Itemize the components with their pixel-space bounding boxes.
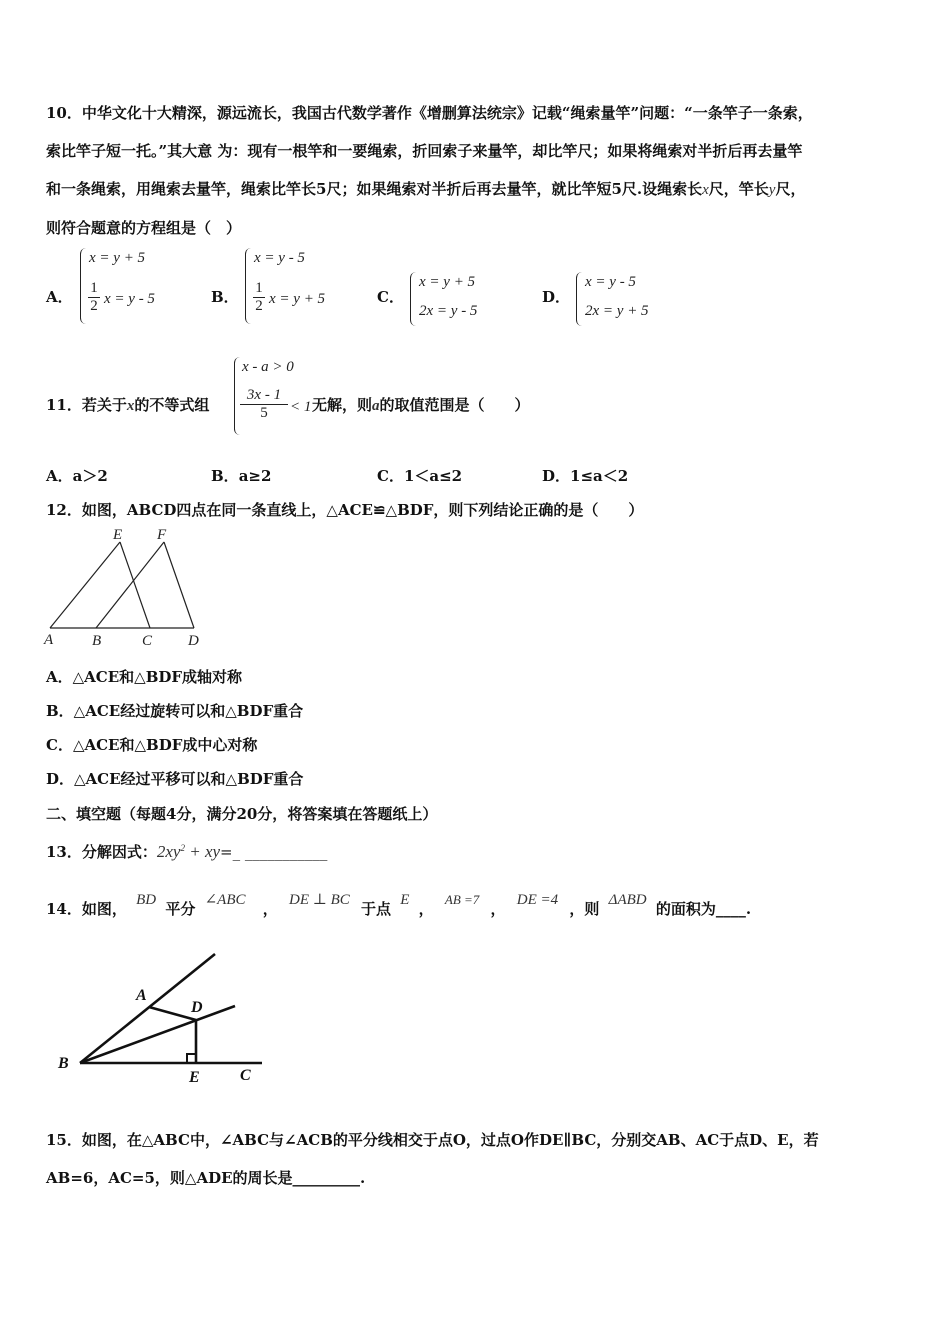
q12-option-d: D．△ACE经过平移可以和△BDF重合 xyxy=(46,770,304,788)
brace-icon xyxy=(245,248,252,324)
q10-line4: 则符合题意的方程组是（ ） xyxy=(46,219,242,237)
q10-line1: 10．中华文化十大精深，源远流长，我国古代数学著作《增删算法统宗》记载“绳索量竿”问题：“一条竿子一条索， xyxy=(46,104,813,122)
segment-ae xyxy=(50,542,120,628)
brace-icon xyxy=(80,248,87,324)
segment-ec xyxy=(120,542,150,628)
fraction: $\frac{3x - 1}{5}$ xyxy=(240,387,288,422)
label-d: D xyxy=(188,633,199,649)
q15-line1: 15．如图，在△ABC中，∠ABC与∠ACB的平分线相交于点O，过点O作DE∥BC，分别交AB、AC于点D、E，若 xyxy=(46,1131,819,1149)
label-c: C xyxy=(142,633,153,649)
q11-system: x - a > 0 $\frac{3x - 1}{5}$ < 1 xyxy=(234,357,314,437)
q13: 13．分解因式：$2xy^2$ + xy=_ ___________ xyxy=(46,842,328,861)
q10-option-d-system: x = y - 5 2x = y + 5 xyxy=(576,272,686,328)
label-b: B xyxy=(58,1055,69,1072)
q12-figure xyxy=(40,524,210,650)
q11-option-c: C．1＜a≤2 xyxy=(377,467,463,485)
label-c: C xyxy=(240,1067,251,1084)
q12-stem: 12．如图，ABCD四点在同一条直线上，△ACE≌△BDF，则下列结论正确的是（ ） xyxy=(46,501,644,519)
segment-fd xyxy=(164,542,194,628)
label-a: A xyxy=(136,987,147,1004)
q11-option-b: B．a≥2 xyxy=(211,467,272,485)
q10-line3: 和一条绳索，用绳索去量竿，绳索比竿长5尺；如果绳索对半折后再去量竿，就比竿短5尺.设绳索长x尺，竿长y尺， xyxy=(46,180,806,198)
q12-option-b: B．△ACE经过旋转可以和△BDF重合 xyxy=(46,702,304,720)
label-f: F xyxy=(157,527,167,543)
label-a: A xyxy=(44,632,54,648)
q11-prefix: 11．若关于x的不等式组 xyxy=(46,396,210,414)
segment-bf xyxy=(96,542,164,628)
q10-option-c-label: C． xyxy=(377,288,404,306)
q11-option-d: D．1≤a＜2 xyxy=(542,467,629,485)
brace-icon xyxy=(410,272,417,326)
fraction: $\frac{1}{2}$ xyxy=(253,280,265,315)
fraction: $\frac{1}{2}$ xyxy=(88,280,100,315)
label-b: B xyxy=(92,633,102,649)
q10-option-b-label: B． xyxy=(211,288,239,306)
label-e: E xyxy=(113,527,123,543)
q10-stem xyxy=(46,94,908,247)
q14-figure xyxy=(50,948,275,1088)
q10-option-d-label: D． xyxy=(542,288,571,306)
q10-option-a-label: A． xyxy=(46,288,73,306)
q11-option-a: A．a＞2 xyxy=(46,467,108,485)
q10-line2: 索比竿子短一托。”其大意 为：现有一根竿和一要绳索，折回索子来量竿，却比竿尺；如果将绳索对半折后再去量竿 xyxy=(46,142,803,160)
q11-suffix: 无解，则a的取值范围是（ ） xyxy=(312,396,530,414)
segment-ad xyxy=(149,1007,196,1020)
q12-option-c: C．△ACE和△BDF成中心对称 xyxy=(46,736,258,754)
section-heading: 二、填空题（每题4分，满分20分，将答案填在答题纸上） xyxy=(46,805,438,823)
q15-stem xyxy=(46,1121,908,1197)
q10-option-c-system: x = y + 5 2x = y - 5 xyxy=(410,272,520,328)
q10-option-a-system: x = y + 5 $\frac{1}{2}$ x = y - 5 xyxy=(80,248,200,326)
q10-option-b-system: x = y - 5 $\frac{1}{2}$ x = y + 5 xyxy=(245,248,365,326)
brace-icon xyxy=(576,272,583,326)
label-d: D xyxy=(191,999,203,1016)
right-angle-icon xyxy=(187,1054,196,1063)
var-y: y xyxy=(768,182,776,198)
var-x: x xyxy=(702,182,709,198)
ray-bd xyxy=(80,1006,235,1063)
q14-stem: 14．如图， BD 平分 ∠ABC ， DE ⊥ BC 于点 E ， AB =7 ， DE =4 ，则 ΔABD 的面积为____. xyxy=(46,892,752,918)
q15-line2: AB=6，AC=5，则△ADE的周长是_________. xyxy=(46,1169,366,1187)
label-e: E xyxy=(189,1069,200,1086)
q12-option-a: A．△ACE和△BDF成轴对称 xyxy=(46,668,243,686)
